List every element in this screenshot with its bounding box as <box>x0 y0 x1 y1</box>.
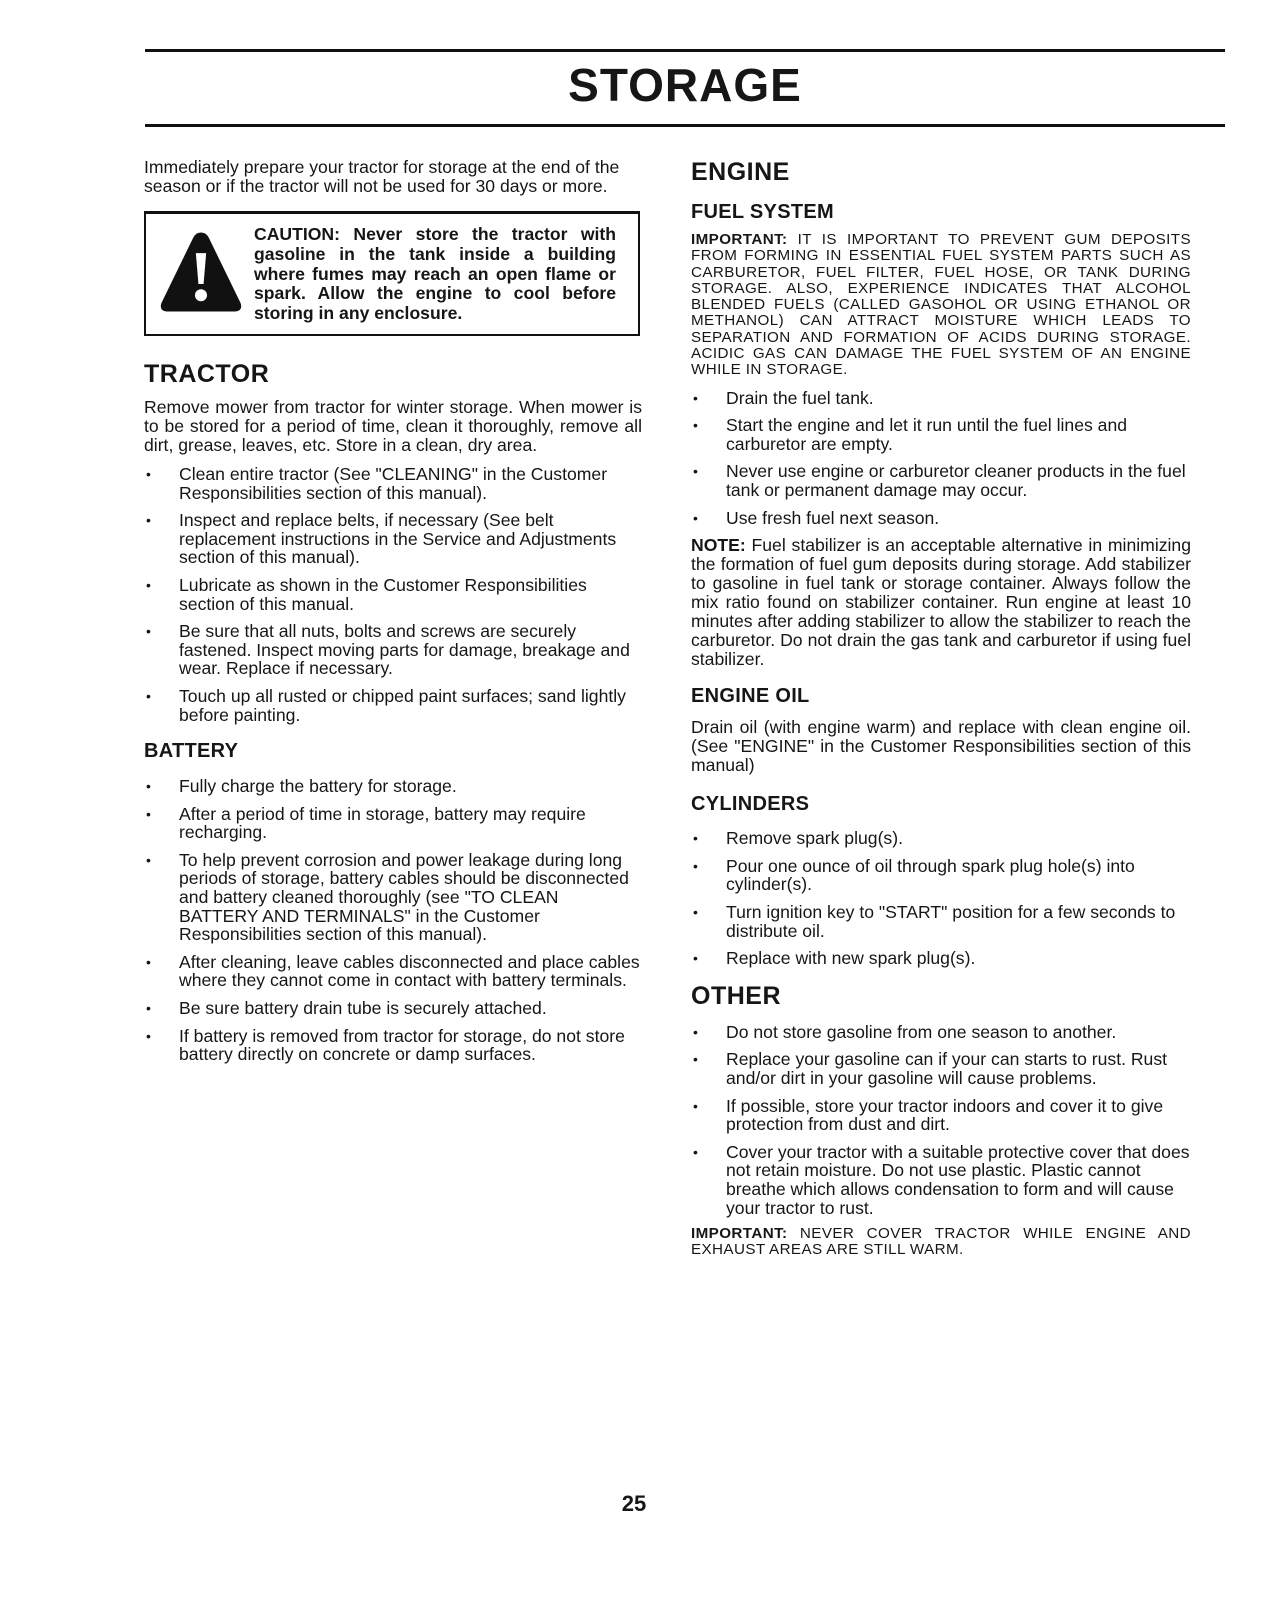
page-number: 25 <box>621 1491 647 1516</box>
list-item: • Do not store gasoline from one season to another. <box>693 1021 1117 1042</box>
fuel-system-heading: FUEL SYSTEM <box>691 201 834 223</box>
list-item: • Replace your gasoline can if your can starts to rust. Rust and/or dirt in your gasoline will cause problems. <box>693 1049 1168 1088</box>
engine-oil-text: Drain oil (with engine warm) and replace with clean engine oil. (See "ENGINE" in the Customer Responsibilities section of this manual) <box>691 717 1191 776</box>
engine-heading: ENGINE <box>691 158 790 186</box>
page-title: STORAGE <box>568 59 802 111</box>
bullet-icon: • <box>146 851 151 868</box>
caution-body: Never store the tractor with gasoline in the tank inside a building where fumes may reach an open flame or spark. Allow the engine to cool before storing in any enclosure. <box>254 224 616 324</box>
title-rule-top <box>145 49 1225 52</box>
tractor-heading: TRACTOR <box>144 359 270 388</box>
caution-box <box>144 211 640 336</box>
bullet-icon: • <box>693 950 698 967</box>
fuel-important-label: IMPORTANT: <box>691 231 788 248</box>
tractor-list <box>144 465 642 724</box>
list-item: • Start the engine and let it run until the fuel lines and carburetor are empty. <box>693 415 1128 454</box>
bullet-icon: • <box>146 1027 151 1044</box>
bullet-icon: • <box>146 805 151 822</box>
list-item: • Fully charge the battery for storage. <box>146 776 457 797</box>
fuel-note-text: Fuel stabilizer is an acceptable alternative in minimizing the formation of fuel gum deposits during storage. Add stabilizer to gasoline in fuel tank or storage container. Always follow the mix ratio found on stabilizer container. Run engine at least 10 minutes after adding stabilizer to allow the stabilizer to reach the carburetor. Do not drain the gas tank and carburetor if using fuel stabilizer. <box>691 535 1191 670</box>
list-item: • Use fresh fuel next season. <box>693 507 940 528</box>
list-item: • Lubricate as shown in the Customer Responsibilities section of this manual. <box>146 574 587 614</box>
list-item: • Pour one ounce of oil through spark plug hole(s) into cylinder(s). <box>693 855 1135 895</box>
bullet-icon: • <box>693 904 698 921</box>
list-item: • Replace with new spark plug(s). <box>693 948 976 969</box>
bullet-icon: • <box>693 1051 698 1068</box>
list-item: • Turn ignition key to "START" position for a few seconds to distribute oil. <box>693 902 1176 941</box>
bullet-icon: • <box>693 857 698 874</box>
other-important-note <box>691 1226 1191 1259</box>
list-item: • After a period of time in storage, battery may require recharging. <box>146 803 586 843</box>
bullet-icon: • <box>146 687 151 704</box>
cylinders-heading: CYLINDERS <box>691 793 810 816</box>
bullet-icon: • <box>146 778 151 795</box>
list-item: • After cleaning, leave cables disconnected and place cables where they cannot come in contact with battery terminals. <box>146 951 640 991</box>
fuel-note <box>691 536 1191 669</box>
battery-heading: BATTERY <box>144 740 239 763</box>
battery-list <box>144 777 642 1064</box>
bullet-icon: • <box>146 512 151 529</box>
list-item: • To help prevent corrosion and power leakage during long periods of storage, battery cables should be disconnected and battery cleaned thoroughly (see "TO CLEAN BATTERY AND TERMINALS" in the Customer Responsibilities section of this manual). <box>146 849 629 945</box>
list-item: • Be sure that all nuts, bolts and screws are securely fastened. Inspect moving parts for damage, breakage and wear. Replace if necessary. <box>146 621 630 679</box>
list-item: • Touch up all rusted or chipped paint surfaces; sand lightly before painting. <box>146 685 626 725</box>
bullet-icon: • <box>146 465 151 482</box>
other-important-label: IMPORTANT: <box>691 1225 788 1243</box>
bullet-icon: • <box>146 953 151 970</box>
bullet-icon: • <box>693 417 698 434</box>
fuel-note-label: NOTE: <box>691 535 746 556</box>
other-list <box>691 1023 1191 1217</box>
bullet-icon: • <box>693 830 698 847</box>
intro-paragraph: Immediately prepare your tractor for storage at the end of the season or if the tractor will not be used for 30 days or more. <box>144 157 620 196</box>
bullet-icon: • <box>693 509 698 526</box>
bullet-icon: • <box>693 1143 698 1160</box>
fuel-important-note <box>691 232 1191 379</box>
list-item: • Cover your tractor with a suitable protective cover that does not retain moisture. Do not use plastic. Plastic cannot breathe which allows condensation to form and will cause your tractor to rust. <box>693 1141 1190 1218</box>
right-column <box>691 158 1191 1259</box>
bullet-icon: • <box>693 463 698 480</box>
tractor-paragraph: Remove mower from tractor for winter storage. When mower is to be stored for a period of time, clean it thoroughly, remove all dirt, grease, leaves, etc. Store in a clean, dry area. <box>144 396 642 455</box>
left-column <box>144 158 642 1073</box>
bullet-icon: • <box>693 1023 698 1040</box>
caution-label: CAUTION: <box>254 224 341 244</box>
title-rule-bottom <box>145 124 1225 127</box>
list-item: • If battery is removed from tractor for storage, do not store battery directly on concrete or damp surfaces. <box>146 1025 625 1065</box>
warning-triangle-icon <box>158 229 244 315</box>
bullet-icon: • <box>693 389 698 406</box>
list-item: • Be sure battery drain tube is securely attached. <box>146 998 547 1019</box>
other-important-text: NEVER COVER TRACTOR WHILE ENGINE AND EXHAUST AREAS ARE STILL WARM. <box>691 1225 1191 1259</box>
fuel-system-list <box>691 389 1191 528</box>
engine-oil-heading: ENGINE OIL <box>691 685 810 708</box>
list-item: • Never use engine or carburetor cleaner products in the fuel tank or permanent damage may occur. <box>693 461 1186 501</box>
cylinders-list <box>691 829 1191 968</box>
bullet-icon: • <box>693 1097 698 1114</box>
fuel-important-text: IT IS IMPORTANT TO PREVENT GUM DEPOSITS FROM FORMING IN ESSENTIAL FUEL SYSTEM PARTS SUCH AS CARBURETOR, FUEL FILTER, FUEL HOSE, OR TANK DURING STORAGE. ALSO, EXPERIENCE INDICATES THAT ALCOHOL BLENDED FUELS (CALLED GASOHOL OR USING ETHANOL OR METHANOL) CAN ATTRACT MOISTURE WHICH LEADS TO SEPARATION AND FORMATION OF ACIDS DURING STORAGE. ACIDIC GAS CAN DAMAGE THE FUEL SYSTEM OF AN ENGINE WHILE IN STORAGE. <box>691 231 1191 379</box>
bullet-icon: • <box>146 1000 151 1017</box>
caution-text <box>254 225 616 324</box>
bullet-icon: • <box>146 576 151 593</box>
list-item: • Clean entire tractor (See "CLEANING" in the Customer Responsibilities section of this manual). <box>146 463 608 503</box>
list-item: • Inspect and replace belts, if necessary (See belt replacement instructions in the Service and Adjustments section of this manual). <box>146 510 617 568</box>
list-item: • Remove spark plug(s). <box>693 828 903 849</box>
list-item: • Drain the fuel tank. <box>693 387 874 408</box>
list-item: • If possible, store your tractor indoors and cover it to give protection from dust and dirt. <box>693 1095 1164 1135</box>
other-heading: OTHER <box>691 981 781 1010</box>
bullet-icon: • <box>146 623 151 640</box>
